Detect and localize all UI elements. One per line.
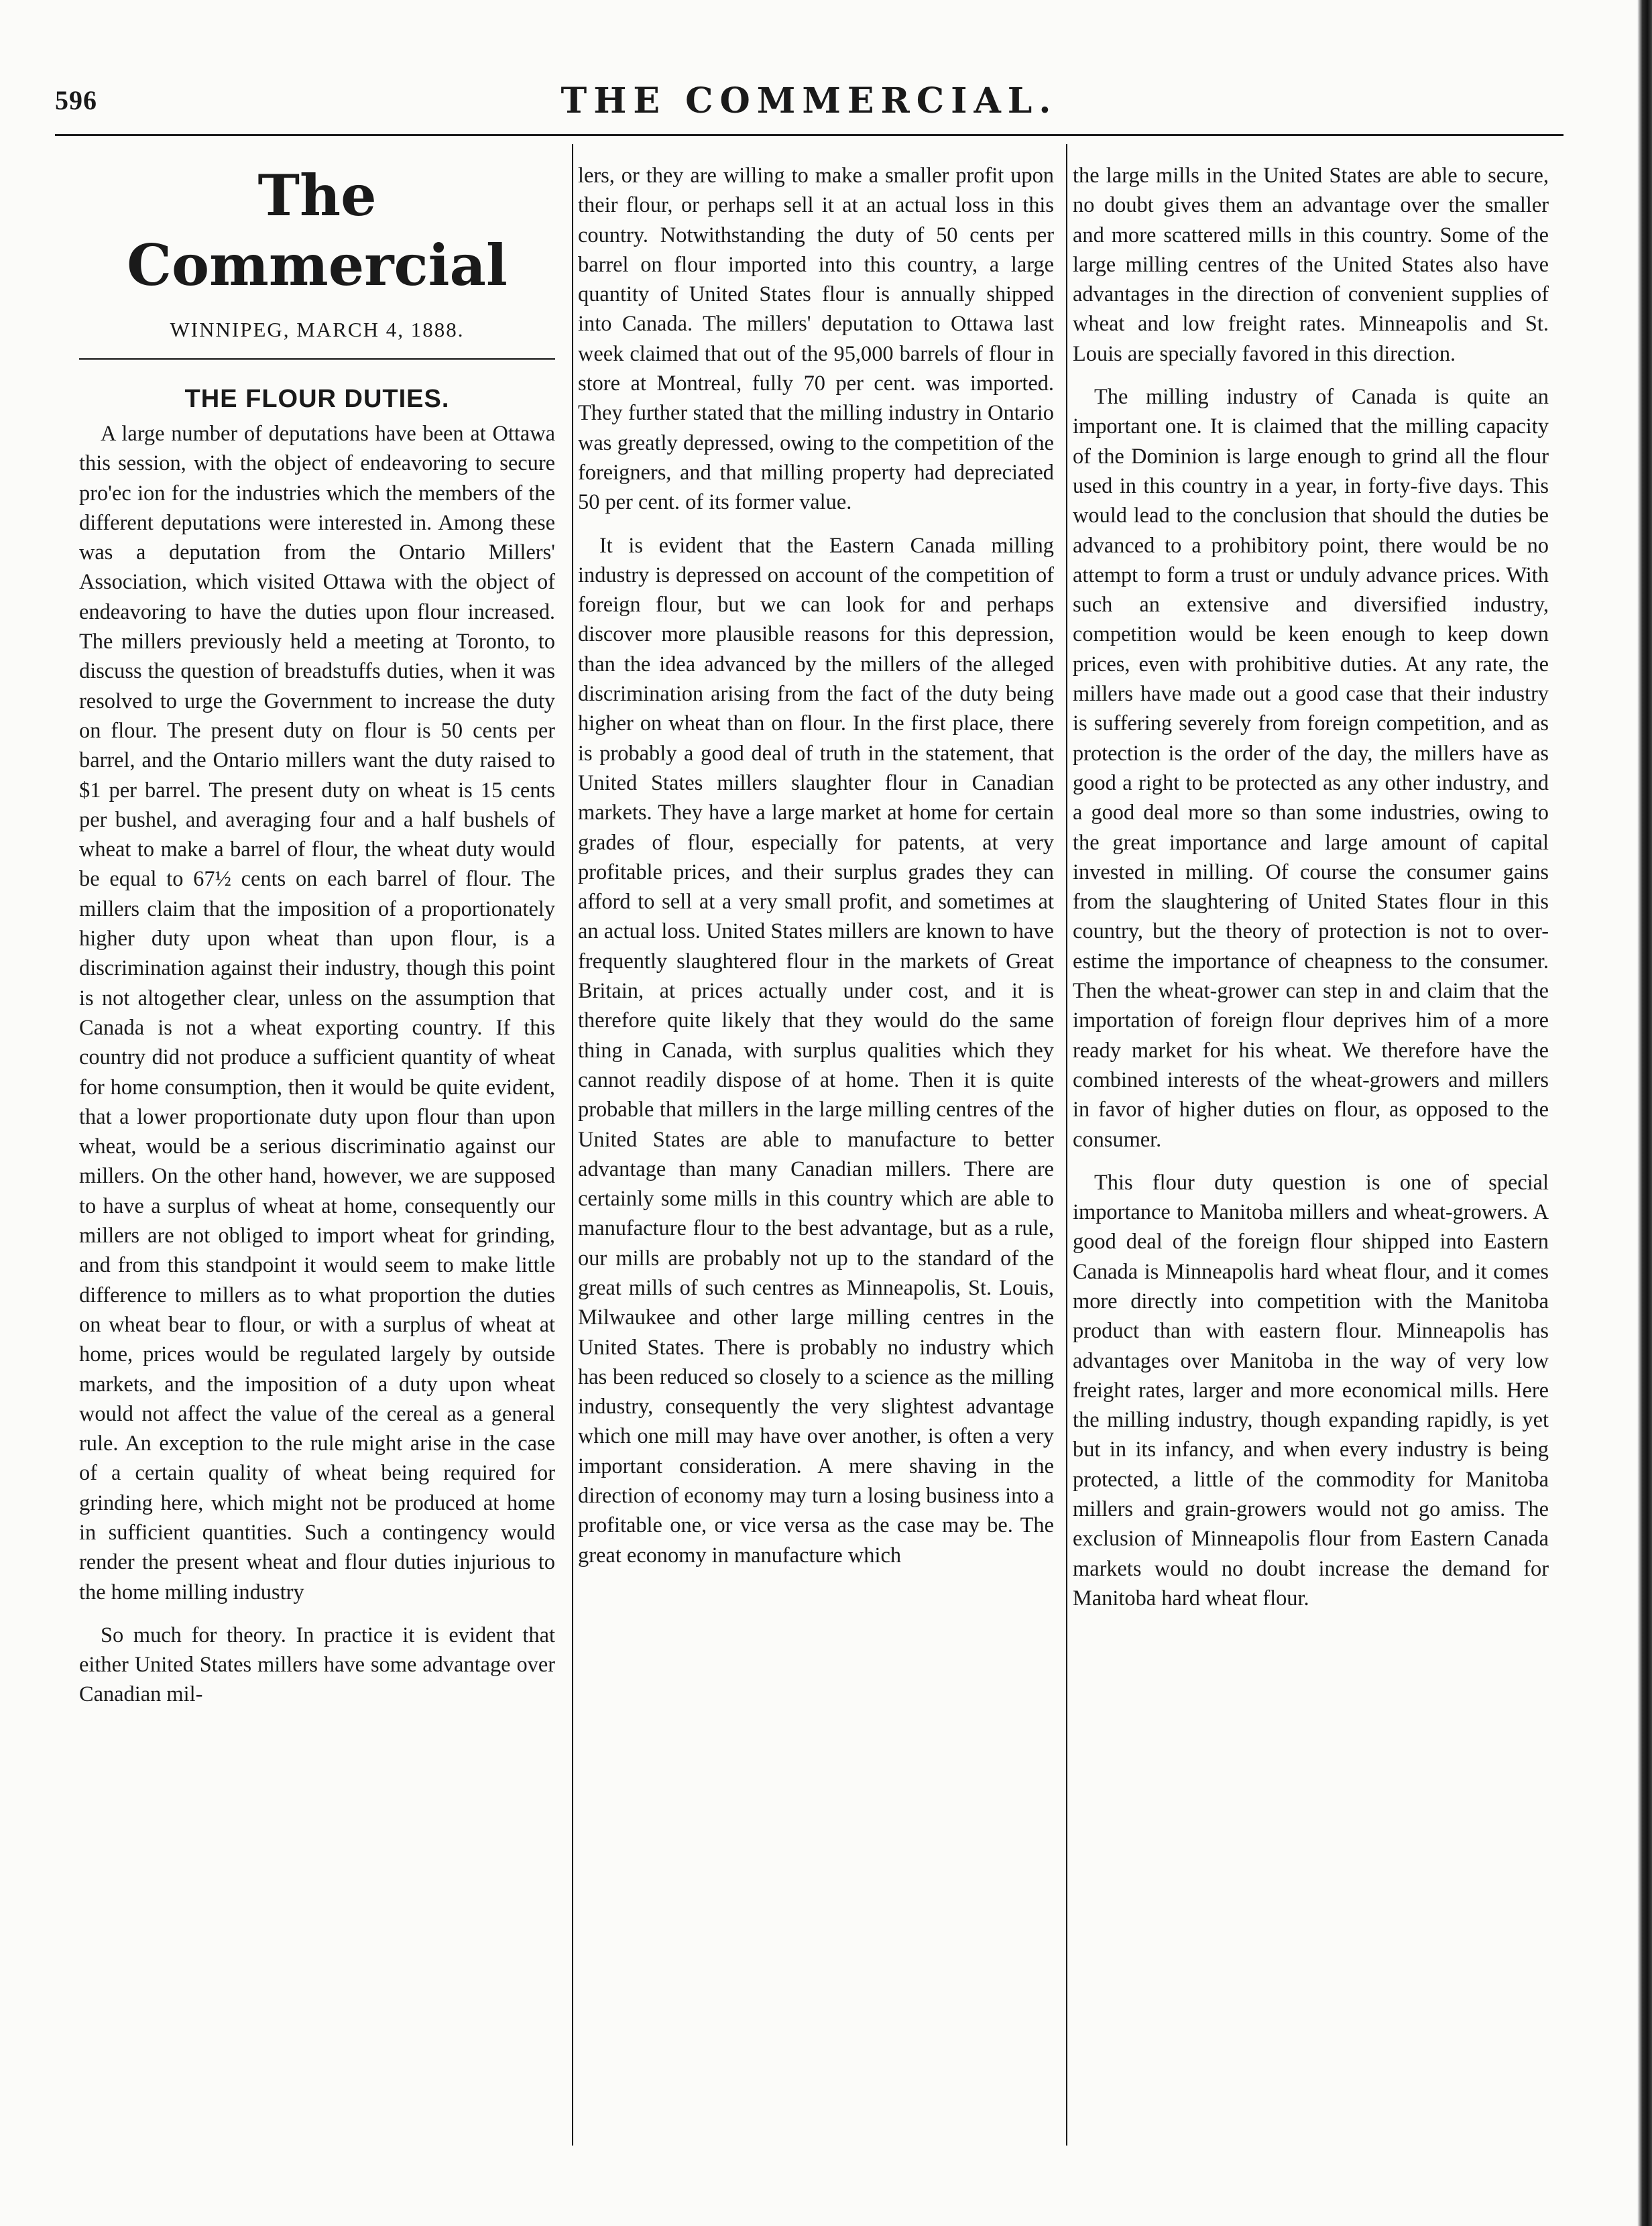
header-rule bbox=[55, 134, 1564, 136]
page-binding-edge bbox=[1637, 0, 1652, 2226]
column-rule-2 bbox=[1066, 144, 1067, 2146]
paragraph: This flour duty question is one of special importance to Manitoba millers and wheat-growers. A good deal of the foreign flour shipped into Eastern Canada is Minneapolis hard wheat flour, and it comes more directly into competition with the Manitoba product than with eastern flour. Minneapolis has advantages over Manitoba in the way of very low freight rates, larger and more economical mills. Here the milling industry, though expanding rapidly, is yet but in its infancy, and when every industry is being protected, a little of the commodity for Manitoba millers and grain-growers would not go amiss. The exclusion of Minneapolis flour from Eastern Canada markets would no doubt increase the demand for Manitoba hard wheat flour. bbox=[1073, 1170, 1549, 1610]
column-3 bbox=[1073, 161, 1549, 1613]
page-number: 596 bbox=[55, 85, 97, 115]
column-2 bbox=[578, 161, 1054, 1570]
paragraph: It is evident that the Eastern Canada milling industry is depressed on account of the competition of foreign flour, but we can look for and perhaps discover more plausible reasons for this depression, than the idea advanced by the millers of the alleged discrimination arising from the fact of the duty being higher on wheat than on flour. In the first place, there is probably a good deal of truth in the statement, that United States millers slaughter flour in Canadian markets. They have a large market at home for certain grades of flour, especially for patents, at very profitable prices, and their surplus grades they can afford to sell at a very small profit, and sometimes at an actual loss. United States millers are known to have frequently slaughtered flour in the markets of Great Britain, at prices actually under cost, and it is therefore quite likely that they would do the same thing in Canada, with surplus qualities which they cannot readily dispose of at home. Then it is quite probable that millers in the large milling centres of the United States are able to manufacture to better advantage than many Canadian millers. There are certainly some mills in this country which are able to manufacture flour to the best advantage, but as a rule, our mills are probably not up to the standard of the great mills of such centres as Minneapolis, St. Louis, Milwaukee and other large milling centres in the United States. There is probably no industry which has been reduced so closely to a science as the milling industry, consequently the very slightest advantage which one mill may have over another, is often a very important consideration. A mere shaving in the direction of economy may turn a losing business into a profitable one, or vice versa as the case may be. The great economy in manufacture which bbox=[578, 533, 1054, 1568]
journal-title: THE COMMERCIAL. bbox=[560, 80, 1058, 121]
paragraph: So much for theory. In practice it is evident that either United States millers have some advantage over Canadian mil- bbox=[79, 1623, 555, 1707]
column-rule-1 bbox=[572, 144, 573, 2146]
paragraph: The milling industry of Canada is quite an important one. It is claimed that the milling capacity of the Dominion is large enough to grind all the flour used in this country in a year, in forty-five days. This would lead to the conclusion that should the duties be advanced to a prohibitory point, there would be no attempt to form a trust or unduly advance prices. With such an extensive and diversified industry, competition would be keen enough to keep down prices, even with prohibitive duties. At any rate, the millers have made out a good case that their industry is suffering severely from foreign competition, and as protection is the order of the day, the millers have as good a right to be protected as any other industry, and a good deal more so than some industries, owing to the great importance and large amount of capital invested in milling. Of course the consumer gains from the slaughtering of United States flour in this country, but the theory of protection is not to over-estime the importance of cheapness to the consumer. Then the wheat-grower can step in and claim that the importation of foreign flour deprives him of a more ready market for his wheat. We therefore have the combined interests of the wheat-growers and millers in favor of higher duties on flour, as opposed to the consumer. bbox=[1073, 385, 1549, 1152]
paragraph: lers, or they are willing to make a smaller profit upon their flour, or perhaps sell it at an actual loss in this country. Notwithstanding the duty of 50 cents per barrel on flour imported into this country, a large quantity of United States flour is annually shipped into Canada. The millers' deputation to Ottawa last week claimed that out of the 95,000 barrels of flour in store at Montreal, fully 70 per cent. was imported. They further stated that the milling industry in Ontario was greatly depressed, owing to the competition of the foreigners, and that milling property had depreciated 50 per cent. of its former value. bbox=[578, 164, 1054, 515]
paragraph: A large number of deputations have been at Ottawa this session, with the object of endeavoring to secure pro'ec ion for the industries which the members of the different deputations were interested in. Among these was a deputation from the Ontario Millers' Association, which visited Ottawa with the object of endeavoring to have the duties upon flour increased. The millers previously held a meeting at Toronto, to discuss the question of breadstuffs duties, when it was resolved to urge the Government to increase the duty on flour. The present duty on flour is 50 cents per barrel, and the Ontario millers want the duty raised to $1 per barrel. The present duty on wheat is 15 cents per bushel, and averaging four and a half bushels of wheat to make a barrel of flour, the wheat duty would be equal to 67½ cents on each barrel of flour. The millers claim that the imposition of a proportionately higher duty upon wheat than upon flour, is a discrimination against their industry, though this point is not altogether clear, unless on the assumption that Canada is not a wheat exporting country. If this country did not produce a sufficient quantity of wheat for home consumption, then it would be quite evident, that a lower proportionate duty upon flour than upon wheat, would be a serious discriminatio against our millers. On the other hand, however, we are supposed to have a surplus of wheat at home, consequently our millers are not obliged to import wheat for grinding, and from this standpoint it would seem to make little difference to millers as to what proportion the duties on wheat bear to flour, or with a surplus of wheat at home, prices would be regulated largely by outside markets, and the imposition of a duty upon wheat would not affect the value of the cereal as a general rule. An exception to the rule might arise in the case of a certain quality of wheat being required for grinding here, which might not be produced at home in sufficient quantities. Such a contingency would render the present wheat and flour duties injurious to the home milling industry bbox=[79, 422, 555, 1604]
masthead: The Commercial bbox=[127, 162, 508, 298]
dateline: WINNIPEG, MARCH 4, 1888. bbox=[79, 316, 555, 360]
column-1 bbox=[79, 161, 555, 1710]
paragraph: the large mills in the United States are able to secure, no doubt gives them an advantage over the smaller and more scattered mills in this country. Some of the large milling centres of the United States also have advantages in the direction of convenient supplies of wheat and low freight rates. Minneapolis and St. Louis are specially favored in this direction. bbox=[1073, 164, 1549, 366]
running-head bbox=[55, 80, 1564, 127]
article-headline: THE FLOUR DUTIES. bbox=[184, 385, 450, 413]
